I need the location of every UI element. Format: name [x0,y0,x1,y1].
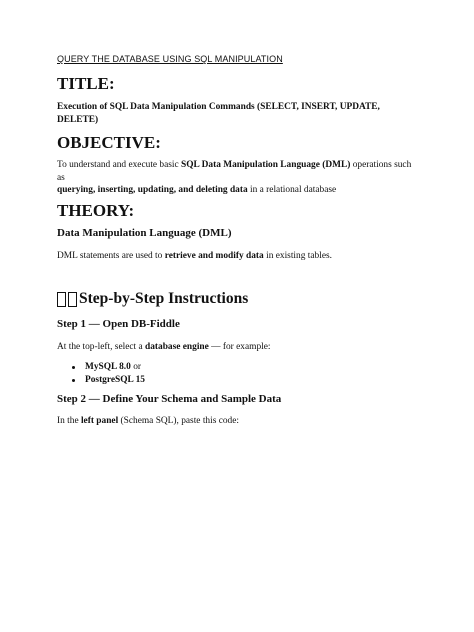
title-text: Execution of SQL Data Manipulation Commands (SELECT, INSERT, UPDATE, DELETE) [57,102,380,125]
objective-text [57,159,417,197]
objective-heading: OBJECTIVE: [57,133,161,152]
instructions-heading [57,290,248,308]
theory-heading: THEORY: [57,201,135,220]
step1-heading: Step 1 — Open DB-Fiddle [57,318,180,330]
step1-text-part2: — for example: [208,342,271,352]
step2-text-part2: (Schema SQL), paste this code: [118,416,240,426]
step2-text [57,415,417,428]
engine-option-suffix: or [130,362,141,372]
objective-text-part2: operations such as [57,160,412,183]
engine-option-name: PostgreSQL 15 [85,374,145,385]
step1-text [57,341,417,354]
objective-text-dml: SQL Data Manipulation Language (DML) [181,160,351,170]
theory-subheading: Data Manipulation Language (DML) [57,227,232,239]
theory-text-part2: in existing tables. [263,251,332,261]
objective-text-part1: To understand and execute basic [57,160,182,170]
step1-text-bold: database engine [145,342,209,352]
title-heading: TITLE: [57,74,115,93]
step2-text-part1: In the [57,416,81,426]
theory-text-bold: retrieve and modify data [164,251,264,261]
step2-text-bold: left panel [80,416,119,426]
document-top-heading: QUERY THE DATABASE USING SQL MANIPULATION [57,54,283,64]
list-item [57,374,145,387]
objective-text-part4: in a relational database [247,185,337,196]
instructions-heading-text: Step-by-Step Instructions [79,290,249,307]
list-item [57,361,145,374]
theory-text-part1: DML statements are used to [57,251,165,261]
engine-option-name: MySQL 8.0 [85,362,131,372]
step1-text-part1: At the top-left, select a [57,342,145,352]
theory-text [57,250,417,263]
engine-options-list [57,361,145,386]
missing-glyph-icon [57,292,66,307]
missing-glyph-icon [68,292,77,307]
step2-heading: Step 2 — Define Your Schema and Sample Data [57,393,282,405]
objective-text-operations: querying, inserting, updating, and deleting data [57,185,248,196]
